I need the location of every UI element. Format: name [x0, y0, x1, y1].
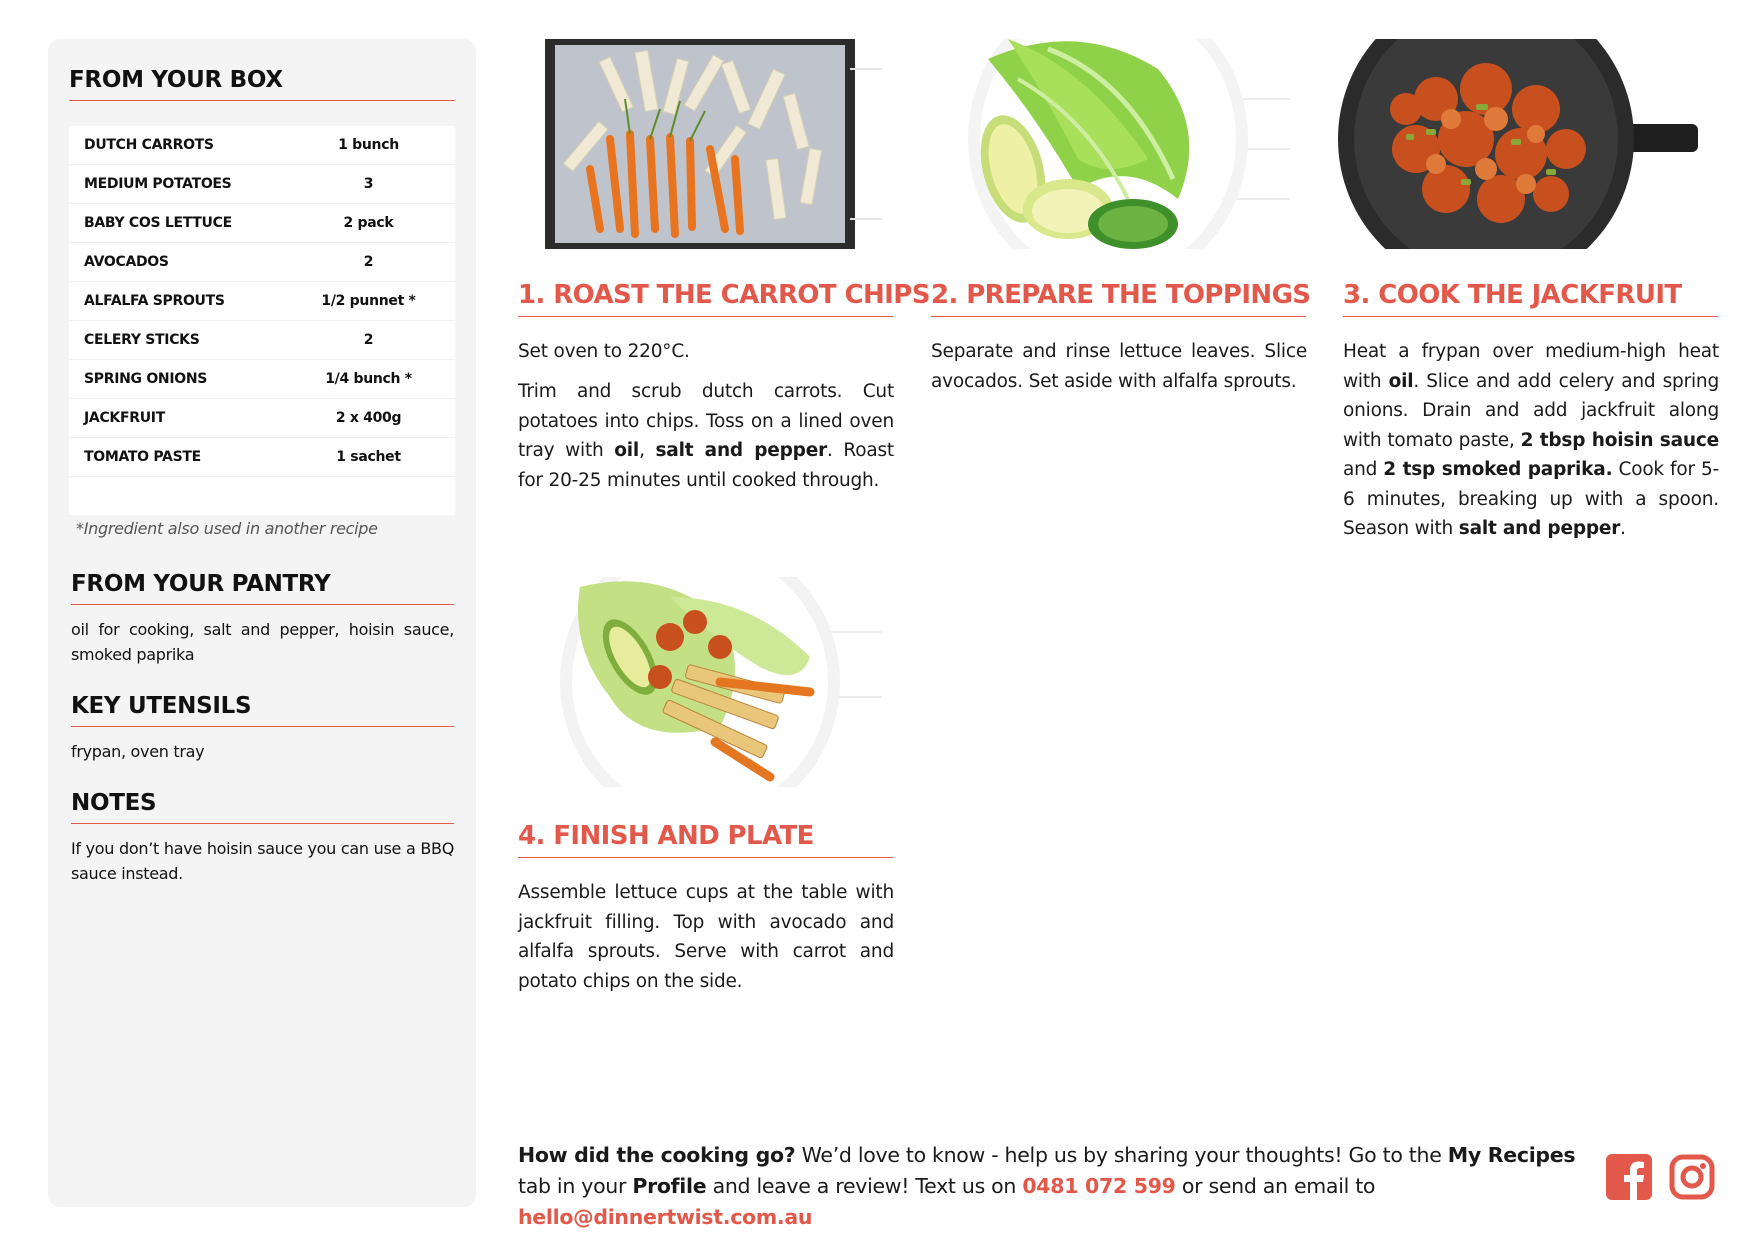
ingredient-footnote: *Ingredient also used in another recipe	[76, 519, 378, 538]
utensils-title: KEY UTENSILS	[71, 693, 454, 727]
step1-photo	[520, 39, 882, 249]
ingredient-name: CELERY STICKS	[84, 332, 200, 348]
ingredient-name: ALFALFA SPROUTS	[84, 293, 225, 309]
notes-text: If you don’t have hoisin sauce you can use a BBQ sauce instead.	[71, 839, 454, 883]
ingredient-qty: 2	[363, 254, 374, 270]
step2-title: 2. PREPARE THE TOPPINGS	[931, 280, 1306, 317]
table-row	[69, 282, 455, 321]
step1-title: 1. ROAST THE CARROT CHIPS	[518, 280, 893, 317]
table-row	[69, 360, 455, 399]
facebook-icon[interactable]	[1606, 1154, 1652, 1200]
ingredient-name: BABY COS LETTUCE	[84, 215, 232, 231]
table-row	[69, 399, 455, 438]
ingredient-name: DUTCH CARROTS	[84, 137, 214, 153]
email-link[interactable]: hello@dinnertwist.com.au	[518, 1205, 813, 1229]
table-row	[69, 165, 455, 204]
phone-link[interactable]: 0481 072 599	[1022, 1174, 1176, 1198]
utensils-text: frypan, oven tray	[71, 742, 205, 761]
ingredient-qty: 3	[363, 176, 374, 192]
step4-text: Assemble lettuce cups at the table with jackfruit filling. Top with avocado and alfalfa sprouts. Serve with carrot and potato chips on the side.	[518, 882, 894, 992]
step4-photo	[520, 577, 882, 787]
step2-text: Separate and rinse lettuce leaves. Slice avocados. Set aside with alfalfa sprouts.	[931, 341, 1307, 392]
ingredients-sidebar	[48, 39, 476, 1207]
table-row	[69, 321, 455, 360]
table-row	[69, 438, 455, 477]
step3-text: Heat a frypan over medium-high heat with oil. Slice and add celery and spring onions. Drain and add jackfruit along with tomato paste, 2 tbsp hoisin sauce and 2 tsp smoked paprika. Cook for 5-6 minutes, breaking up with a spoon. Season with salt and pepper.	[1343, 341, 1719, 539]
box-title: FROM YOUR BOX	[69, 67, 455, 101]
table-row	[69, 126, 455, 165]
ingredient-qty: 2	[363, 332, 374, 348]
step2-photo	[928, 39, 1290, 249]
step1-text-2: Trim and scrub dutch carrots. Cut potatoes into chips. Toss on a lined oven tray with oil, salt and pepper. Roast for 20-25 minutes until cooked through.	[518, 381, 894, 491]
ingredient-name: TOMATO PASTE	[84, 449, 201, 465]
ingredient-qty: 1/2 punnet *	[321, 293, 416, 309]
table-row	[69, 243, 455, 282]
pantry-text: oil for cooking, salt and pepper, hoisin sauce, smoked paprika	[71, 620, 454, 664]
table-row-empty	[69, 477, 455, 515]
ingredient-name: SPRING ONIONS	[84, 371, 208, 387]
ingredient-qty: 2 x 400g	[335, 410, 402, 426]
ingredient-name: JACKFRUIT	[84, 410, 165, 426]
ingredient-qty: 1 sachet	[336, 449, 401, 465]
step1-text-1: Set oven to 220°C.	[518, 341, 690, 362]
step3-title: 3. COOK THE JACKFRUIT	[1343, 280, 1718, 317]
pantry-title: FROM YOUR PANTRY	[71, 571, 454, 605]
ingredient-qty: 1 bunch	[338, 137, 399, 153]
ingredient-qty: 2 pack	[343, 215, 394, 231]
step4-title: 4. FINISH AND PLATE	[518, 821, 893, 858]
table-row	[69, 204, 455, 243]
instagram-icon[interactable]	[1669, 1154, 1715, 1200]
ingredient-qty: 1/4 bunch *	[325, 371, 412, 387]
ingredients-table	[69, 126, 455, 515]
notes-title: NOTES	[71, 790, 454, 824]
ingredient-name: MEDIUM POTATOES	[84, 176, 232, 192]
step3-photo	[1336, 39, 1698, 249]
feedback-footer: How did the cooking go? We’d love to know - help us by sharing your thoughts! Go to the My Recipes tab in your Profile and leave a review! Text us on 0481 072 599 or send an email to hello@dinnertwist.com.au	[518, 1143, 1576, 1229]
ingredient-name: AVOCADOS	[84, 254, 169, 270]
